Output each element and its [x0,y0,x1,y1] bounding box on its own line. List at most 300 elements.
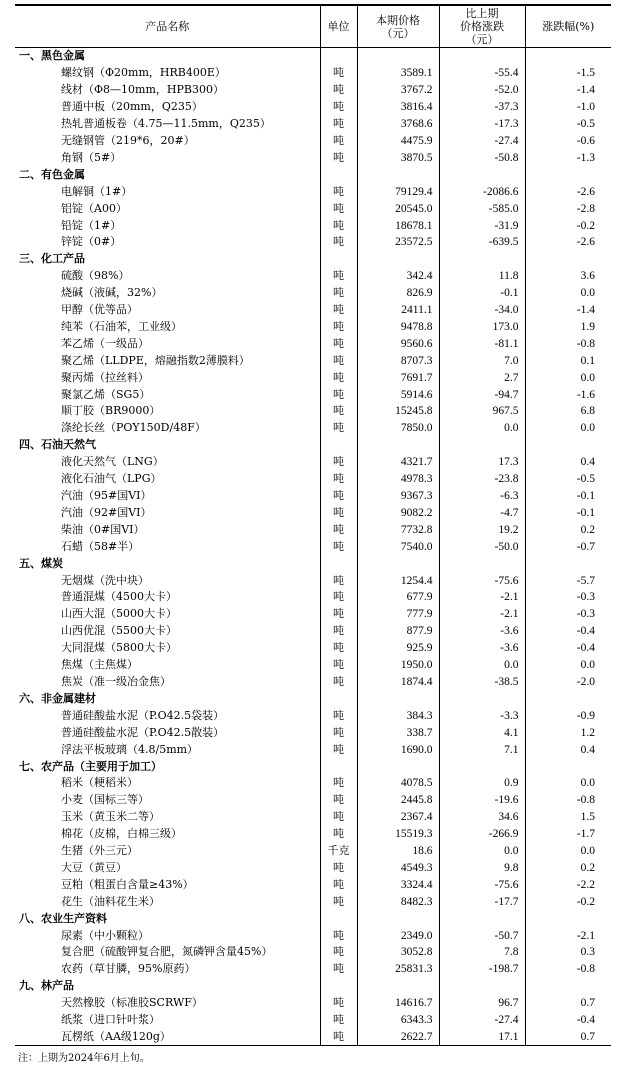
percent-cell: -0.3 [525,589,611,606]
price-cell: 1254.4 [357,572,439,589]
price-cell: 3324.4 [357,876,439,893]
product-name: 汽油（95#国VI） [61,489,152,503]
price-cell: 4978.3 [357,471,439,488]
percent-cell: -0.1 [525,488,611,505]
price-cell: 15519.3 [357,826,439,843]
table-row [15,589,611,606]
price-cell: 4078.5 [357,775,439,792]
change-cell: -38.5 [439,674,525,691]
change-cell: -75.6 [439,876,525,893]
unit-cell [320,555,357,572]
price-cell [357,555,439,572]
percent-cell: -0.8 [525,961,611,978]
unit-cell: 吨 [320,538,357,555]
change-cell: -34.0 [439,302,525,319]
category-row [15,758,611,775]
change-cell: -37.3 [439,99,525,116]
change-cell: -19.6 [439,792,525,809]
category-row [15,166,611,183]
change-cell: -266.9 [439,826,525,843]
table-row [15,319,611,336]
table-body [15,48,611,1046]
product-name: 小麦（国标三等） [61,793,149,807]
price-cell: 25831.3 [357,961,439,978]
change-cell: 17.1 [439,1029,525,1046]
change-cell: 9.8 [439,860,525,877]
product-name: 铝锭（A00） [61,201,127,215]
table-row [15,99,611,116]
price-cell: 20545.0 [357,200,439,217]
unit-cell: 吨 [320,183,357,200]
change-cell [439,978,525,995]
price-cell: 2349.0 [357,927,439,944]
product-name: 甲醇（优等品） [61,303,138,317]
change-cell: 967.5 [439,403,525,420]
product-name: 液化石油气（LPG） [61,472,162,486]
change-cell: -3.6 [439,640,525,657]
change-cell [439,555,525,572]
table-row [15,572,611,589]
table-row [15,741,611,758]
change-cell: -23.8 [439,471,525,488]
table-row [15,792,611,809]
header-price-change: 比上期 价格涨跌 （元） [439,5,525,48]
table-row [15,876,611,893]
price-cell: 5914.6 [357,386,439,403]
price-cell: 7850.0 [357,420,439,437]
unit-cell: 吨 [320,657,357,674]
change-cell: -75.6 [439,572,525,589]
table-row [15,268,611,285]
unit-cell [320,690,357,707]
percent-cell: 0.0 [525,369,611,386]
percent-cell: 0.0 [525,657,611,674]
unit-cell: 吨 [320,860,357,877]
percent-cell: -1.4 [525,302,611,319]
price-cell: 14616.7 [357,995,439,1012]
unit-cell: 吨 [320,623,357,640]
price-cell: 23572.5 [357,234,439,251]
unit-cell: 吨 [320,792,357,809]
price-table [15,4,611,1046]
category-row [15,48,611,65]
table-row [15,1012,611,1029]
unit-cell: 吨 [320,200,357,217]
change-cell: 4.1 [439,724,525,741]
change-cell: -55.4 [439,65,525,82]
unit-cell: 吨 [320,640,357,657]
category-name: 五、煤炭 [19,556,63,570]
change-cell: -2.1 [439,606,525,623]
product-name: 普通硅酸盐水泥（P.O42.5袋装） [61,708,225,722]
change-cell: -0.1 [439,285,525,302]
product-name: 柴油（0#国VI） [61,522,145,536]
price-cell: 777.9 [357,606,439,623]
table-row [15,657,611,674]
price-cell: 877.9 [357,623,439,640]
price-cell: 7732.8 [357,521,439,538]
product-name: 无缝钢管（219*6，20#） [61,133,195,147]
change-cell: -50.0 [439,538,525,555]
unit-cell: 吨 [320,149,357,166]
product-name: 石蜡（58#半） [61,539,140,553]
change-cell: 173.0 [439,319,525,336]
unit-cell: 吨 [320,133,357,150]
footnote: 注：上期为2024年6月上旬。 [18,1053,150,1064]
price-cell [357,251,439,268]
table-row [15,961,611,978]
unit-cell [320,758,357,775]
table-row [15,927,611,944]
unit-cell: 吨 [320,1029,357,1046]
table-row [15,707,611,724]
product-name: 硫酸（98%） [61,269,130,283]
change-cell: 0.0 [439,420,525,437]
price-cell: 9560.6 [357,335,439,352]
price-cell: 1874.4 [357,674,439,691]
table-row [15,335,611,352]
product-name: 聚丙烯（拉丝料） [61,370,149,384]
percent-cell: -1.6 [525,386,611,403]
percent-cell: -1.3 [525,149,611,166]
price-cell: 4321.7 [357,454,439,471]
table-header-row [15,5,611,48]
price-cell [357,978,439,995]
product-name: 山西优混（5500大卡） [61,624,177,638]
price-cell: 2367.4 [357,809,439,826]
unit-cell: 吨 [320,116,357,133]
unit-cell: 吨 [320,944,357,961]
table-row [15,623,611,640]
price-cell [357,437,439,454]
change-cell: 0.0 [439,843,525,860]
table-row [15,149,611,166]
product-name: 热轧普通板卷（4.75—11.5mm，Q235） [61,117,271,131]
change-cell: -50.8 [439,149,525,166]
unit-cell: 吨 [320,674,357,691]
table-row [15,369,611,386]
product-name: 汽油（92#国VI） [61,505,152,519]
change-cell [439,758,525,775]
unit-cell: 吨 [320,775,357,792]
unit-cell: 吨 [320,572,357,589]
change-cell [439,910,525,927]
unit-cell: 吨 [320,217,357,234]
table-row [15,403,611,420]
percent-cell [525,758,611,775]
table-row [15,504,611,521]
percent-cell [525,251,611,268]
unit-cell: 吨 [320,454,357,471]
price-cell: 3816.4 [357,99,439,116]
category-name: 一、黑色金属 [19,49,85,63]
price-cell: 6343.3 [357,1012,439,1029]
percent-cell: -0.8 [525,335,611,352]
unit-cell: 吨 [320,995,357,1012]
unit-cell: 吨 [320,319,357,336]
percent-cell [525,166,611,183]
price-cell [357,758,439,775]
percent-cell [525,437,611,454]
price-cell: 7540.0 [357,538,439,555]
unit-cell: 吨 [320,488,357,505]
percent-cell: -2.1 [525,927,611,944]
percent-cell: -5.7 [525,572,611,589]
percent-cell: -0.5 [525,116,611,133]
category-name: 八、农业生产资料 [19,911,107,925]
category-name: 二、有色金属 [19,167,85,181]
percent-cell: -0.1 [525,504,611,521]
unit-cell: 吨 [320,893,357,910]
table-row [15,65,611,82]
table-row [15,1029,611,1046]
product-name: 大同混煤（5800大卡） [61,641,177,655]
unit-cell: 吨 [320,1012,357,1029]
unit-cell: 吨 [320,826,357,843]
percent-cell [525,48,611,65]
percent-cell: -0.2 [525,893,611,910]
table-row [15,724,611,741]
percent-cell: -2.2 [525,876,611,893]
percent-cell: -0.8 [525,792,611,809]
change-cell: 7.1 [439,741,525,758]
table-row [15,640,611,657]
unit-cell [320,437,357,454]
header-current-price: 本期价格 （元） [357,5,439,48]
product-name: 聚乙烯（LLDPE，熔融指数2薄膜料） [61,353,250,367]
percent-cell: 0.0 [525,285,611,302]
percent-cell: -0.5 [525,471,611,488]
percent-cell: -1.7 [525,826,611,843]
percent-cell: -0.6 [525,133,611,150]
product-name: 天然橡胶（标准胶SCRWF） [61,996,203,1010]
table-row [15,352,611,369]
percent-cell [525,910,611,927]
category-name: 六、非金属建材 [19,691,96,705]
price-cell [357,48,439,65]
unit-cell: 吨 [320,369,357,386]
header-unit: 单位 [320,5,357,48]
percent-cell: 0.0 [525,775,611,792]
unit-cell: 吨 [320,65,357,82]
category-row [15,690,611,707]
price-cell [357,690,439,707]
product-name: 焦煤（主焦煤） [61,658,138,672]
percent-cell: -0.4 [525,1012,611,1029]
unit-cell [320,978,357,995]
price-cell: 7691.7 [357,369,439,386]
product-name: 瓦楞纸（AA级120g） [15,1029,320,1046]
category-row [15,978,611,995]
unit-cell: 吨 [320,707,357,724]
table-row [15,420,611,437]
percent-cell: 0.0 [525,843,611,860]
percent-cell: 0.4 [525,741,611,758]
price-cell [357,910,439,927]
price-cell: 1690.0 [357,741,439,758]
price-cell: 2445.8 [357,792,439,809]
unit-cell: 吨 [320,285,357,302]
product-name: 锌锭（0#） [61,235,122,249]
price-cell: 79129.4 [357,183,439,200]
table-row [15,944,611,961]
percent-cell: 0.0 [525,420,611,437]
price-cell [357,166,439,183]
product-name: 苯乙烯（一级品） [61,336,149,350]
change-cell: 0.9 [439,775,525,792]
change-cell: 7.8 [439,944,525,961]
change-cell: -198.7 [439,961,525,978]
change-cell: -2.1 [439,589,525,606]
percent-cell: -1.0 [525,99,611,116]
change-cell [439,690,525,707]
table-row [15,116,611,133]
unit-cell: 吨 [320,521,357,538]
price-cell: 9478.8 [357,319,439,336]
percent-cell: 6.8 [525,403,611,420]
percent-cell [525,555,611,572]
price-cell: 4475.9 [357,133,439,150]
unit-cell [320,166,357,183]
product-name: 浮法平板玻璃（4.8/5mm） [61,742,199,756]
table-row [15,285,611,302]
product-name: 普通硅酸盐水泥（P.O42.5散装） [61,725,225,739]
product-name: 豆粕（粗蛋白含量≥43%） [61,877,194,891]
percent-cell: 0.1 [525,352,611,369]
percent-cell: 3.6 [525,268,611,285]
header-change-percent: 涨跌幅(%) [525,5,611,48]
table-row [15,302,611,319]
product-name: 复合肥（硫酸钾复合肥，氮磷钾含量45%） [61,945,273,959]
product-name: 线材（Φ8—10mm，HPB300） [61,83,224,97]
product-name: 焦炭（准一级冶金焦） [61,674,171,688]
table-row [15,538,611,555]
change-cell [439,437,525,454]
category-row [15,251,611,268]
product-name: 花生（油料花生米） [61,894,160,908]
table-row [15,200,611,217]
product-name: 顺丁胶（BR9000） [61,404,161,418]
change-cell: -639.5 [439,234,525,251]
change-cell: -50.7 [439,927,525,944]
percent-cell: -1.4 [525,82,611,99]
change-cell [439,48,525,65]
product-name: 角钢（5#） [61,150,122,164]
percent-cell: -0.2 [525,217,611,234]
change-cell: -585.0 [439,200,525,217]
product-name: 螺纹钢（Φ20mm，HRB400E） [61,66,226,80]
change-cell: -17.3 [439,116,525,133]
price-cell: 826.9 [357,285,439,302]
unit-cell: 吨 [320,386,357,403]
unit-cell: 吨 [320,927,357,944]
unit-cell [320,910,357,927]
product-name: 涤纶长丝（POY150D/48F） [61,421,206,435]
change-cell: -3.6 [439,623,525,640]
product-name: 无烟煤（洗中块） [61,573,149,587]
change-cell: -17.7 [439,893,525,910]
product-name: 烧碱（液碱，32%） [61,286,163,300]
price-cell: 2622.7 [357,1029,439,1046]
table-row [15,234,611,251]
change-cell: 0.0 [439,657,525,674]
percent-cell: 0.7 [525,995,611,1012]
price-cell: 15245.8 [357,403,439,420]
percent-cell: 0.4 [525,454,611,471]
percent-cell: -0.9 [525,707,611,724]
unit-cell: 吨 [320,809,357,826]
product-name: 液化天然气（LNG） [61,455,164,469]
change-cell: -6.3 [439,488,525,505]
category-row [15,910,611,927]
unit-cell: 吨 [320,234,357,251]
percent-cell: 0.2 [525,860,611,877]
category-row [15,555,611,572]
change-cell: -27.4 [439,1012,525,1029]
percent-cell [525,978,611,995]
percent-cell: -2.6 [525,234,611,251]
product-name: 玉米（黄玉米二等） [61,810,160,824]
product-name: 铅锭（1#） [61,218,122,232]
table-row [15,860,611,877]
percent-cell: -0.3 [525,606,611,623]
price-cell: 3768.6 [357,116,439,133]
product-name: 生猪（外三元） [61,844,138,858]
unit-cell: 吨 [320,504,357,521]
unit-cell: 吨 [320,961,357,978]
product-name: 电解铜（1#） [61,184,133,198]
product-name: 大豆（黄豆） [61,860,127,874]
price-cell: 338.7 [357,724,439,741]
price-cell: 9367.3 [357,488,439,505]
table-row [15,606,611,623]
table-row [15,826,611,843]
unit-cell: 吨 [320,99,357,116]
product-name: 山西大混（5000大卡） [61,607,177,621]
category-name: 四、石油天然气 [19,438,96,452]
unit-cell [320,48,357,65]
percent-cell: -2.6 [525,183,611,200]
price-cell: 384.3 [357,707,439,724]
price-cell: 342.4 [357,268,439,285]
price-cell: 8482.3 [357,893,439,910]
unit-cell: 吨 [320,606,357,623]
table-row [15,521,611,538]
price-cell: 3589.1 [357,65,439,82]
change-cell: -4.7 [439,504,525,521]
change-cell: -3.3 [439,707,525,724]
percent-cell: -1.5 [525,65,611,82]
change-cell: 7.0 [439,352,525,369]
product-name: 尿素（中小颗粒） [61,928,149,942]
percent-cell: 1.2 [525,724,611,741]
price-cell: 18.6 [357,843,439,860]
percent-cell: 0.2 [525,521,611,538]
change-cell: -52.0 [439,82,525,99]
unit-cell: 吨 [320,268,357,285]
unit-cell: 吨 [320,741,357,758]
table-row [15,183,611,200]
percent-cell: -0.7 [525,538,611,555]
price-cell: 3052.8 [357,944,439,961]
product-name: 棉花（皮棉，白棉三级） [61,827,182,841]
table-row [15,809,611,826]
product-name: 纯苯（石油苯，工业级） [61,319,182,333]
price-cell: 677.9 [357,589,439,606]
percent-cell: -2.0 [525,674,611,691]
percent-cell: -2.8 [525,200,611,217]
change-cell: -94.7 [439,386,525,403]
